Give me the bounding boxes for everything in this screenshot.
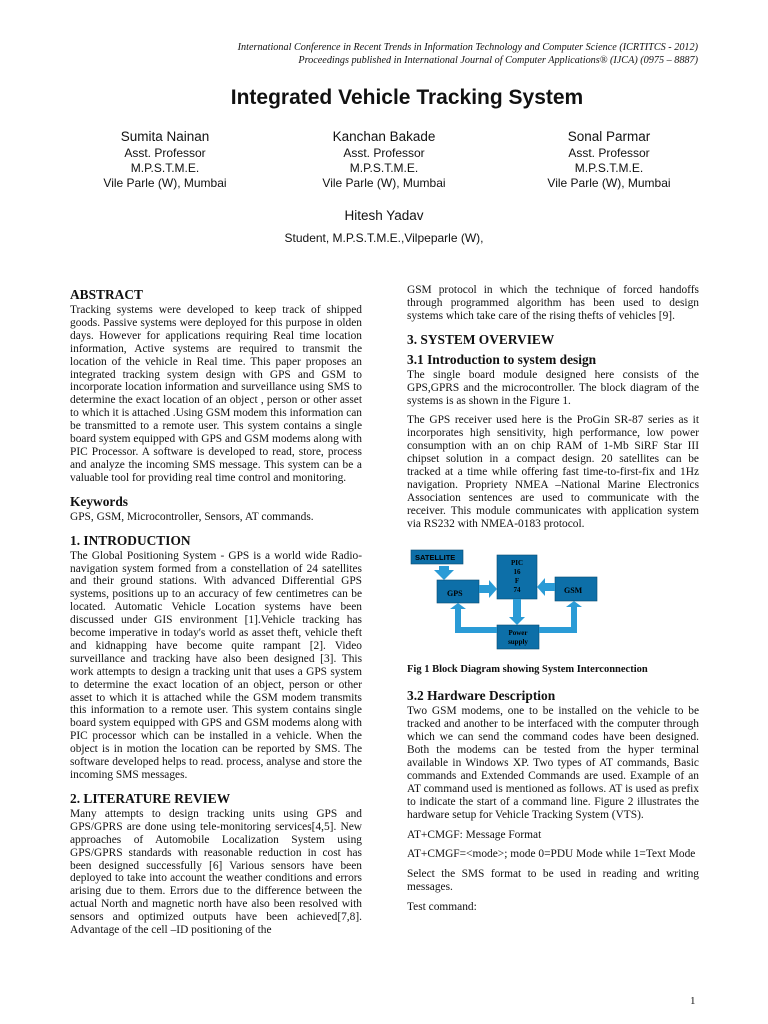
introduction-text: The Global Positioning System - GPS is a world wide Radio-navigation system formed from a constellation of 24 satellites and their ground stations. With advanced Differential GPS systems, positions up to an accuracy of few centimetres can be located. Automatic Vehicle Location systems have been discussed under GIS environment [1].Vehicle tracking has become imperative in today's world as asset theft, vehicle theft and kidnapping have become quite rampant [2]. Video surveillance and tracking have also been designed [3]. This work attempts to design a tracking unit that uses a GPS system to determine the exact location of an object, person or other asset to which it is attached while the GSM modem transmits this information to a remote user. This system contains single board system equipped with GPS and GSM modems along with PIC processor which can be installed in a vehicle. When the object is in motion the location can be reported by SMS. The software developed helps to read. process, analyse and store the incoming SMS messages. [70, 549, 362, 781]
power-label-line-1: Power [508, 628, 528, 637]
page-number: 1 [690, 995, 696, 1007]
author-name: Sonal Parmar [567, 129, 651, 144]
author-name: Hitesh Yadav [344, 208, 424, 223]
pic-label-line-3: F [514, 576, 520, 585]
pic-label-line-2: 16 [513, 567, 521, 576]
author-institution: M.P.S.T.M.E. [349, 161, 419, 175]
conference-header-line-2: Proceedings published in International Journal of Computer Applications® (IJCA) (0975 – 8887) [298, 55, 698, 66]
author-name: Sumita Nainan [120, 129, 210, 144]
at-cmgf-mode-text: AT+CMGF=<mode>; mode 0=PDU Mode while 1=Text Mode [407, 848, 696, 861]
author-role: Asst. Professor [568, 146, 650, 160]
literature-review-continued: GSM protocol in which the technique of forced handoffs through programmed algorithm has been used to design systems which take care of the rising thefts of vehicles [9]. [407, 284, 699, 322]
at-cmgf-text: AT+CMGF: Message Format [407, 828, 542, 841]
system-design-heading: 3.1 Introduction to system design [407, 351, 597, 367]
satellite-label: SATELLITE [415, 552, 456, 562]
system-overview-heading: 3. SYSTEM OVERVIEW [407, 331, 555, 347]
author-name: Kanchan Bakade [332, 129, 436, 144]
hardware-description-text: Two GSM modems, one to be installed on the vehicle to be tracked and another to be interfaced with the computer through which we can send the command codes have been designed. Both the modems can be tested from the hyper terminal available in Windows XP. Two types of AT commands, Basic commands and Extended Commands are used. Example of an AT command used is mentioned as follows. AT is used as prefix to indicate the start of a command line. Figure 2 illustrates the hardware setup for Vehicle Tracking System (VTS). [407, 705, 699, 821]
hardware-description-heading: 3.2 Hardware Description [407, 688, 556, 704]
right-column [407, 284, 699, 921]
author-location: Vile Parle (W), Mumbai [547, 176, 671, 190]
author-block [0, 207, 768, 251]
author-institution: M.P.S.T.M.E. [130, 161, 200, 175]
conference-header-line-1: International Conference in Recent Trends in Information Technology and Computer Science (ICRTITCS - 2012) [237, 42, 698, 53]
test-command-text: Test command: [407, 901, 477, 914]
block-diagram-figure [409, 547, 679, 653]
author-block [279, 128, 489, 191]
pic-label-line-4: 74 [513, 585, 521, 594]
literature-review-heading: 2. LITERATURE REVIEW [70, 790, 231, 806]
author-location: Vile Parle (W), Mumbai [322, 176, 446, 190]
keywords-heading: Keywords [70, 493, 129, 509]
keywords-text: GPS, GSM, Microcontroller, Sensors, AT commands. [70, 510, 314, 523]
gps-label: GPS [447, 588, 463, 598]
left-column [70, 284, 362, 944]
arrow-satellite-to-gps [434, 566, 454, 580]
arrow-gsm-to-pic-shaft [547, 583, 555, 591]
gps-receiver-text: The GPS receiver used here is the ProGin SR-87 series as it incorporates high sensitivity, high performance, low power consumption with an on chip RAM of 1-Mb SiRF Star III chipset solution in a compact design. 20 satellites can be tracked at a time while offering fast time-to-first-fix and 1Hz navigation. Propriety NMEA –National Marine Electronics Association sentences are used to communicate with the receiver. This module communicates with application system via RS232 with NMEA-0183 protocol. [407, 414, 699, 530]
author-role: Asst. Professor [124, 146, 206, 160]
power-label-line-2: supply [508, 637, 528, 646]
introduction-heading: 1. INTRODUCTION [70, 532, 191, 548]
author-role: Asst. Professor [343, 146, 425, 160]
abstract-text: Tracking systems were developed to keep track of shipped goods. Passive systems were deployed for this purpose in olden days. However for applications requiring Real time location information, Active systems are required to transmit the location of the vehicle in Real time. This paper proposes an integrated tracking system design with GPS and GSM to incorporate location information and surveillance using SMS to determine the exact location of an object , person or other asset to which it is attached .Using GSM modem this information can be transmitted to a remote user. This system contains a single board system equipped with GPS and GSM modems along with PIC Processor. A software is developed to read, store, process and analyze the incoming SMS message. This system can be a valuable tool for providing real time control and monitoring. [70, 304, 363, 484]
author-block [60, 128, 270, 191]
arrow-power-to-gsm [539, 601, 582, 633]
abstract-heading: ABSTRACT [70, 287, 143, 302]
sms-format-text: Select the SMS format to be used in reading and writing messages. [407, 868, 699, 894]
arrow-power-to-gps [450, 603, 497, 633]
system-design-text: The single board module designed here consists of the GPS,GPRS and the microcontroller. The block diagram of the systems is as shown in the Figure 1. [407, 368, 699, 407]
figure-caption: Fig 1 Block Diagram showing System Interconnection [407, 663, 648, 675]
gsm-label: GSM [564, 585, 583, 595]
arrow-gps-pic [479, 580, 497, 598]
arrow-gsm-to-pic [537, 578, 547, 596]
paper-title: Integrated Vehicle Tracking System [230, 86, 584, 109]
author-affiliation: Student, M.P.S.T.M.E.,Vilpeparle (W), [284, 231, 484, 245]
pic-label-line-1: PIC [510, 558, 524, 567]
author-location: Vile Parle (W), Mumbai [103, 176, 227, 190]
author-institution: M.P.S.T.M.E. [574, 161, 644, 175]
literature-review-text: Many attempts to design tracking units using GPS and GPS/GPRS are done using tele-monitoring services[4,5]. New approaches of Automobile Localization System using GPS/GPRS standards with reasonable reduction in cost has been designed successfully [6] Various sensors have been deployed to take into account the weather conditions and errors arising due to them. Errors due to the difference between the actual North and magnetic north have also been resolved with sensors and optimized outputs have been achieved[7,8]. Advantage of the cell –ID positioning of the [70, 807, 362, 937]
arrow-pic-to-power [509, 599, 525, 625]
author-block [504, 128, 714, 191]
